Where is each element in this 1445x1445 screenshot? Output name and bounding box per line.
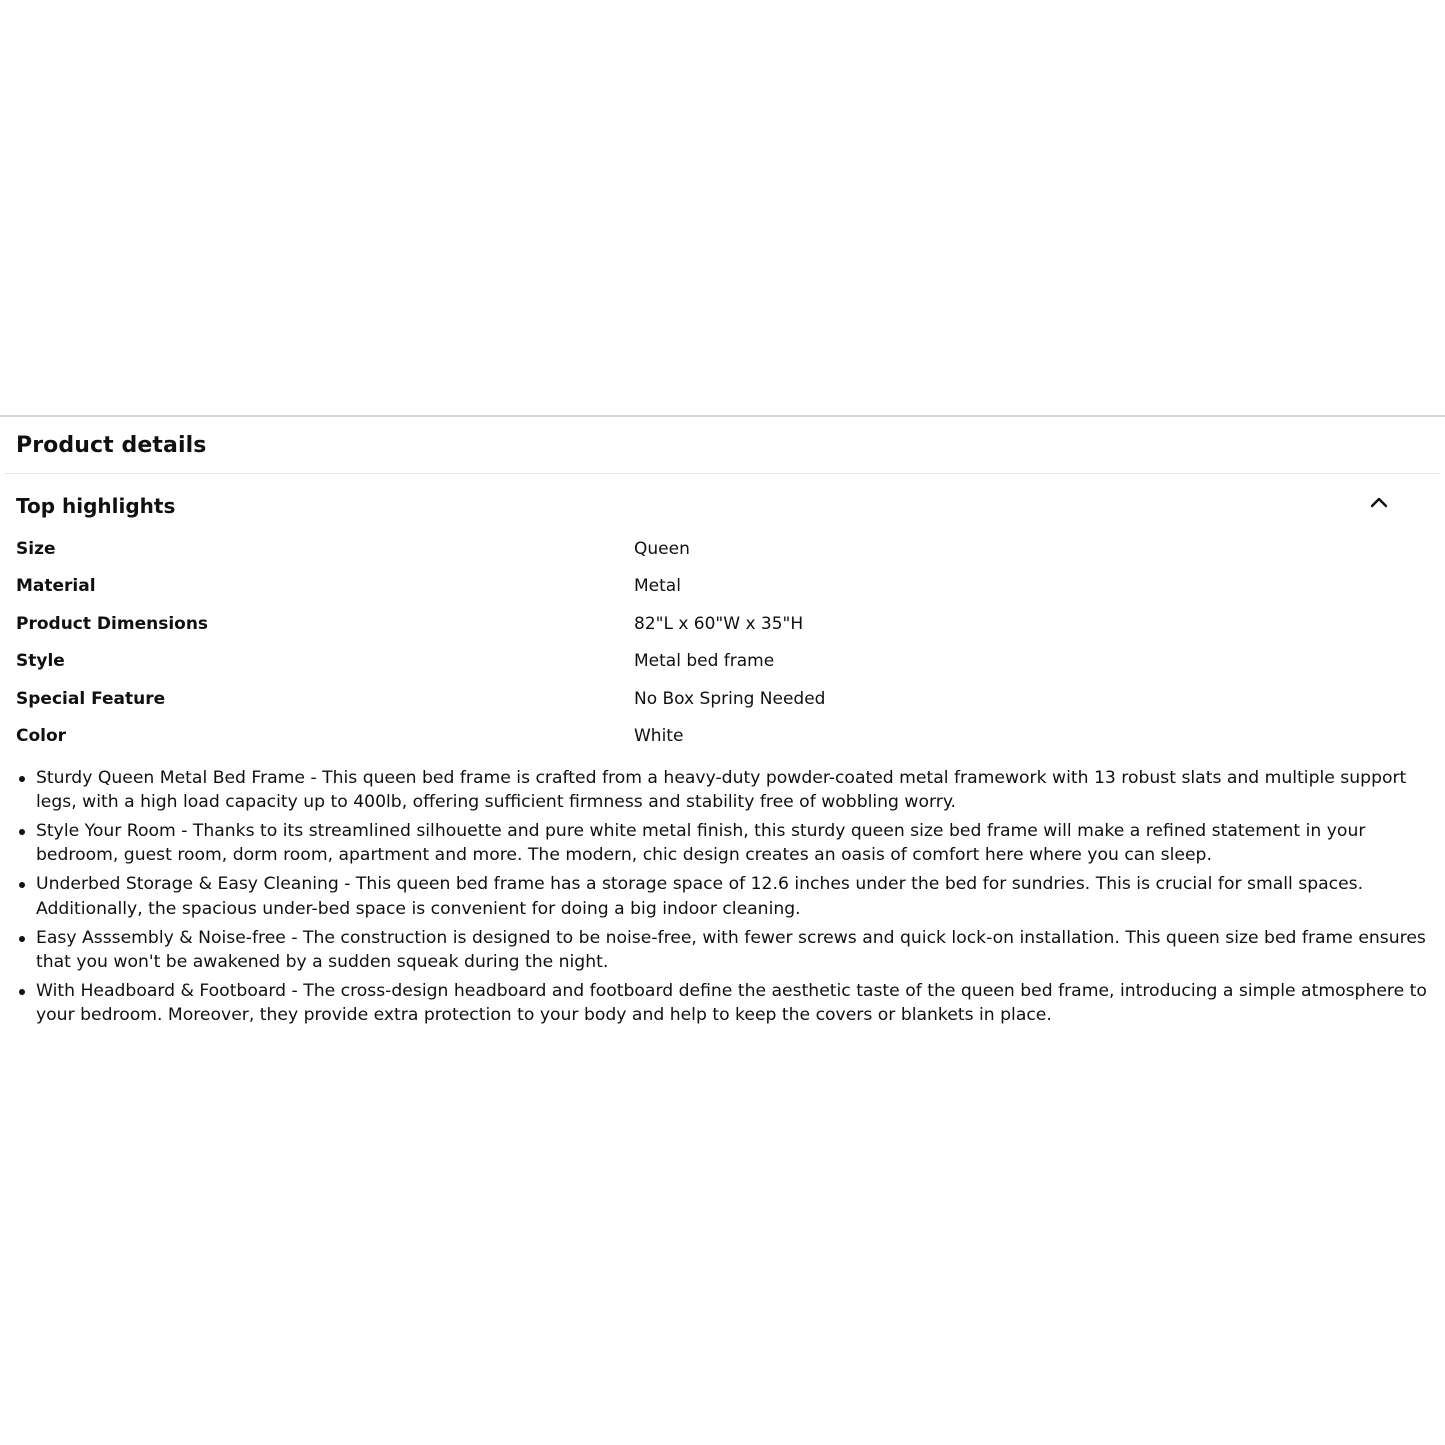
- top-highlights-section: [0, 474, 1445, 1027]
- spec-row-material: [16, 568, 1429, 606]
- top-highlights-title: Top highlights: [16, 494, 176, 518]
- feature-bullet: Easy Asssembly & Noise-free - The construction is designed to be noise-free, with fewer screws and quick lock-on installation. This queen size bed frame ensures that you won't be awakened by a sudden squeak during the night.: [16, 926, 1429, 974]
- spec-value: Queen: [634, 538, 690, 559]
- blank-content-area: [0, 0, 1445, 417]
- specs-table: [16, 530, 1429, 755]
- feature-bullet: Underbed Storage & Easy Cleaning - This queen bed frame has a storage space of 12.6 inches under the bed for sundries. This is crucial for small spaces. Additionally, the spacious under-bed space is convenient for doing a big indoor cleaning.: [16, 872, 1429, 920]
- spec-label: Color: [16, 726, 67, 747]
- spec-value: No Box Spring Needed: [634, 688, 826, 709]
- chevron-up-icon[interactable]: [1359, 482, 1399, 522]
- spec-label: Material: [16, 576, 96, 597]
- spec-value: Metal bed frame: [634, 651, 775, 672]
- spec-label: Special Feature: [16, 688, 166, 709]
- spec-row-color: [16, 718, 1429, 756]
- spec-label: Size: [16, 538, 56, 559]
- spec-row-style: [16, 643, 1429, 681]
- spec-value: White: [634, 726, 684, 747]
- spec-value: Metal: [634, 576, 681, 597]
- feature-bullet: With Headboard & Footboard - The cross-design headboard and footboard define the aesthetic taste of the queen bed frame, introducing a simple atmosphere to your bedroom. Moreover, they provide extra protection to your body and help to keep the covers or blankets in place.: [16, 979, 1429, 1027]
- spec-value: 82"L x 60"W x 35"H: [634, 613, 804, 634]
- feature-bullet: Sturdy Queen Metal Bed Frame - This queen bed frame is crafted from a heavy-duty powder-coated metal framework with 13 robust slats and multiple support legs, with a high load capacity up to 400lb, offering sufficient firmness and stability free of wobbling worry.: [16, 766, 1429, 814]
- spec-label: Product Dimensions: [16, 613, 209, 634]
- feature-bullet: Style Your Room - Thanks to its streamlined silhouette and pure white metal finish, this sturdy queen size bed frame will make a refined statement in your bedroom, guest room, dorm room, apartment and more. The modern, chic design creates an oasis of comfort here where you can sleep.: [16, 819, 1429, 867]
- product-details-header: [5, 417, 1440, 474]
- product-details-title: Product details: [16, 432, 207, 458]
- feature-bullets: [16, 766, 1429, 1027]
- spec-row-special-feature: [16, 680, 1429, 718]
- spec-row-dimensions: [16, 605, 1429, 643]
- spec-row-size: [16, 530, 1429, 568]
- spec-label: Style: [16, 651, 65, 672]
- top-highlights-toggle[interactable]: [16, 474, 1429, 538]
